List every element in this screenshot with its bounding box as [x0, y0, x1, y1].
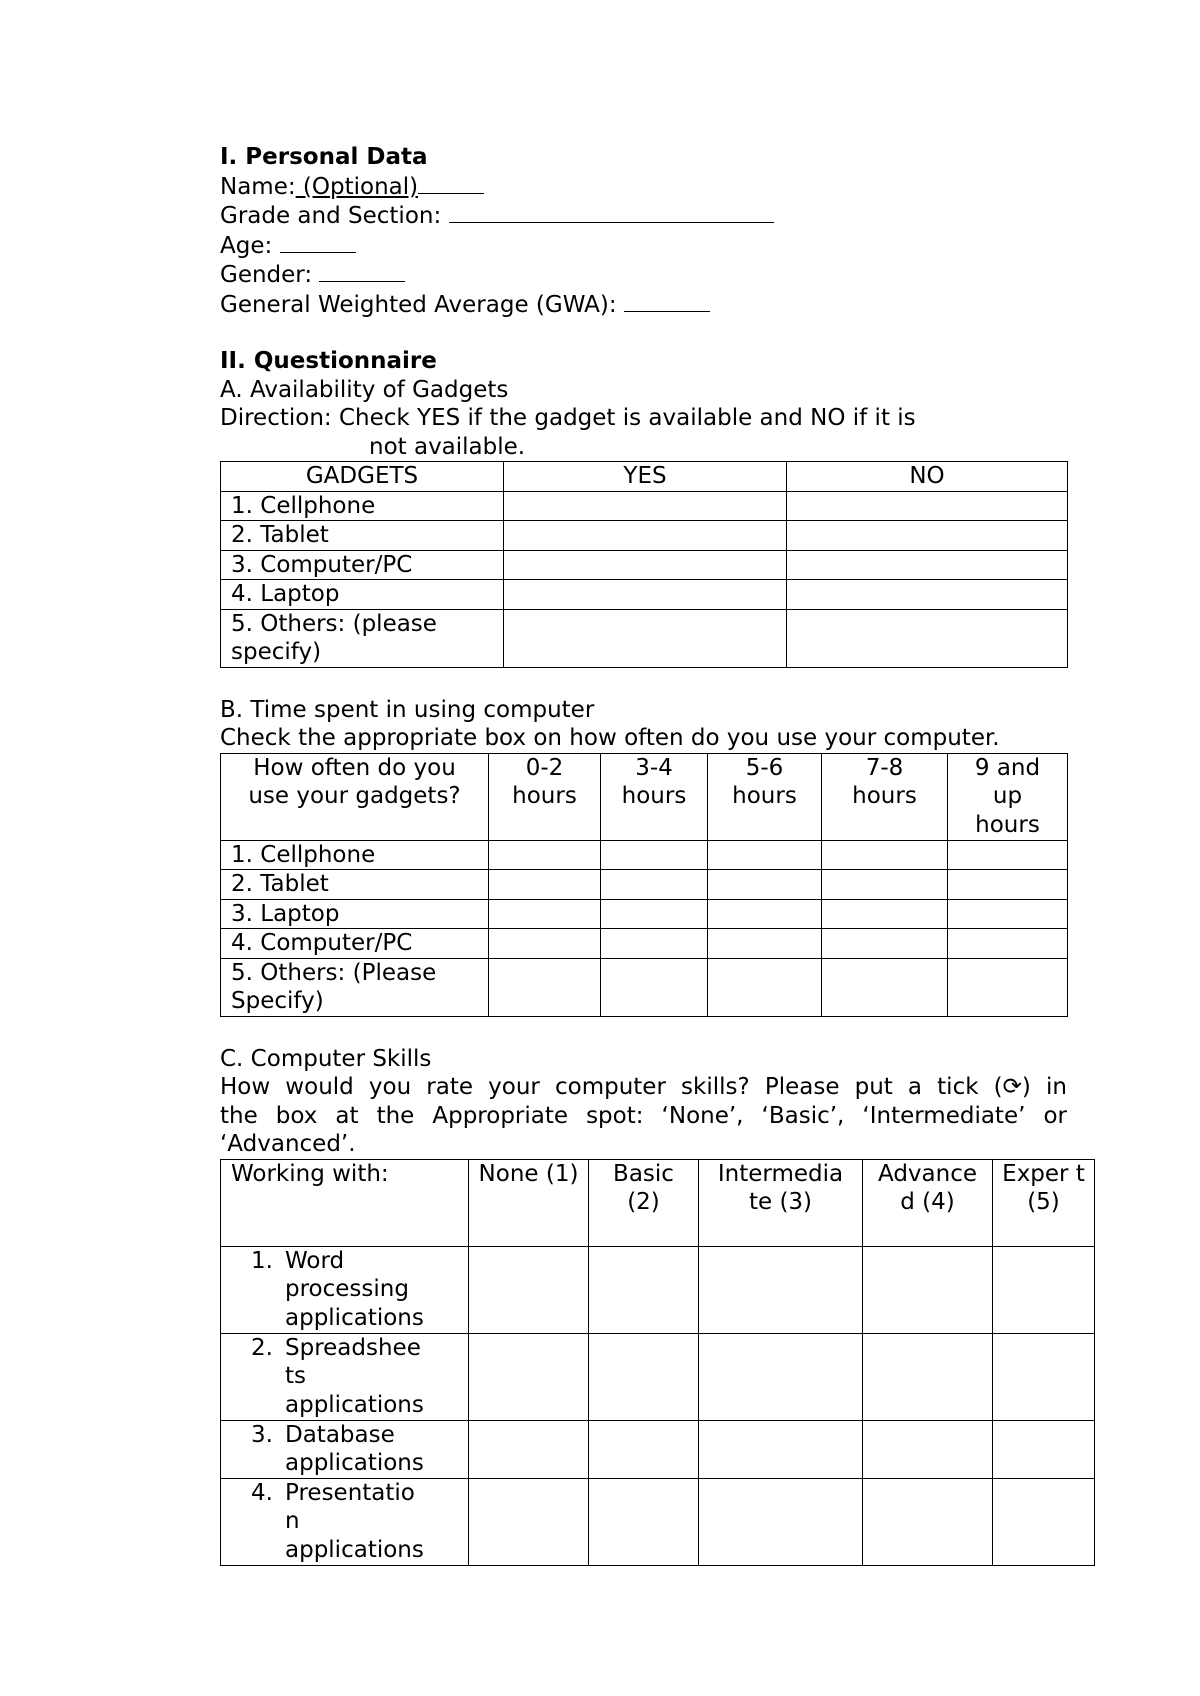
skill-number: 3. — [251, 1421, 273, 1448]
table-row — [221, 840, 1068, 870]
rating-cell[interactable] — [863, 1246, 993, 1333]
rating-cell[interactable] — [589, 1246, 699, 1333]
row-label: 5. Others: (please specify) — [221, 609, 504, 667]
header-expert: Exper t (5) — [993, 1159, 1095, 1246]
header-7-8-hours: 7-8 hours — [822, 753, 948, 840]
check-cell[interactable] — [708, 899, 822, 929]
section-a-direction-2: not available. — [369, 433, 526, 460]
table-header-row — [221, 462, 1068, 492]
header-9-up-hours: 9 and up hours — [948, 753, 1068, 840]
check-cell[interactable] — [708, 958, 822, 1016]
table-row — [221, 870, 1068, 900]
yes-cell[interactable] — [504, 550, 787, 580]
section-b-title: B. Time spent in using computer — [220, 696, 595, 723]
row-label: 2. Tablet — [221, 521, 504, 551]
rating-cell[interactable] — [469, 1333, 589, 1420]
check-cell[interactable] — [601, 870, 708, 900]
table-row — [221, 1246, 1095, 1333]
no-cell[interactable] — [787, 491, 1068, 521]
check-cell[interactable] — [489, 899, 601, 929]
row-label: 3. Computer/PC — [221, 550, 504, 580]
table-row — [221, 521, 1068, 551]
spacer — [220, 1017, 1100, 1045]
skill-number: 1. — [251, 1247, 273, 1274]
skill-number: 4. — [251, 1479, 273, 1506]
gender-line — [220, 260, 1100, 290]
questionnaire-page — [220, 143, 1100, 1566]
skill-number: 2. — [251, 1334, 273, 1361]
row-label: 4. Laptop — [221, 580, 504, 610]
check-cell[interactable] — [708, 929, 822, 959]
gadget-availability-table — [220, 461, 1068, 668]
table-row — [221, 1478, 1095, 1565]
rating-cell[interactable] — [699, 1478, 863, 1565]
table-row — [221, 580, 1068, 610]
row-label: 3. Laptop — [221, 899, 489, 929]
table-row — [221, 929, 1068, 959]
check-cell[interactable] — [489, 870, 601, 900]
check-cell[interactable] — [489, 929, 601, 959]
grade-line — [220, 201, 1100, 231]
section-b-direction: Check the appropriate box on how often do you use your computer. — [220, 725, 1000, 751]
name-label: Name: — [220, 173, 296, 200]
header-basic: Basic (2) — [589, 1159, 699, 1246]
name-line — [220, 172, 1100, 202]
table-header-row — [221, 1159, 1095, 1246]
check-cell[interactable] — [489, 958, 601, 1016]
rating-cell[interactable] — [469, 1420, 589, 1478]
table-row — [221, 491, 1068, 521]
gender-blank[interactable] — [319, 260, 405, 282]
grade-blank[interactable] — [449, 201, 774, 223]
row-label: 5. Others: (Please Specify) — [221, 958, 489, 1016]
gwa-line — [220, 290, 1100, 320]
check-cell[interactable] — [948, 840, 1068, 870]
rating-cell[interactable] — [993, 1478, 1095, 1565]
check-cell[interactable] — [948, 958, 1068, 1016]
rating-cell[interactable] — [993, 1420, 1095, 1478]
table-row — [221, 1333, 1095, 1420]
check-cell[interactable] — [948, 899, 1068, 929]
section-a-direction-1: Direction: Check YES if the gadget is available and NO if it is — [220, 405, 916, 431]
gender-label: Gender: — [220, 262, 320, 288]
yes-cell[interactable] — [504, 580, 787, 610]
check-cell[interactable] — [822, 929, 948, 959]
gwa-blank[interactable] — [624, 290, 710, 312]
header-working-with: Working with: — [221, 1159, 469, 1246]
rating-cell[interactable] — [589, 1333, 699, 1420]
yes-cell[interactable] — [504, 521, 787, 551]
check-cell[interactable] — [601, 929, 708, 959]
check-cell[interactable] — [489, 840, 601, 870]
age-blank[interactable] — [280, 231, 356, 253]
check-cell[interactable] — [822, 899, 948, 929]
skill-label: Word processing applications — [285, 1247, 424, 1331]
no-cell[interactable] — [787, 550, 1068, 580]
skill-cell — [221, 1478, 469, 1565]
header-yes: YES — [504, 462, 787, 492]
time-spent-table — [220, 753, 1068, 1017]
table-row — [221, 1420, 1095, 1478]
section-a-title: A. Availability of Gadgets — [220, 376, 509, 403]
header-advanced: Advance d (4) — [863, 1159, 993, 1246]
skill-label: Database applications — [285, 1421, 424, 1476]
rating-cell[interactable] — [469, 1246, 589, 1333]
no-cell[interactable] — [787, 609, 1068, 667]
skill-cell — [221, 1333, 469, 1420]
rating-cell[interactable] — [699, 1333, 863, 1420]
row-label: 1. Cellphone — [221, 840, 489, 870]
check-cell[interactable] — [708, 870, 822, 900]
table-row — [221, 958, 1068, 1016]
check-cell[interactable] — [708, 840, 822, 870]
rating-cell[interactable] — [863, 1420, 993, 1478]
grade-label: Grade and Section: — [220, 203, 449, 229]
skill-label: Presentatio n applications — [285, 1479, 424, 1563]
skill-label: Spreadshee ts applications — [285, 1334, 424, 1418]
row-label: 2. Tablet — [221, 870, 489, 900]
table-header-row — [221, 753, 1068, 840]
check-cell[interactable] — [601, 899, 708, 929]
header-3-4-hours: 3-4 hours — [601, 753, 708, 840]
check-cell[interactable] — [822, 870, 948, 900]
questionnaire-heading: II. Questionnaire — [220, 348, 437, 374]
rating-cell[interactable] — [699, 1246, 863, 1333]
row-label: 4. Computer/PC — [221, 929, 489, 959]
skill-cell — [221, 1246, 469, 1333]
name-blank[interactable] — [418, 172, 484, 194]
yes-cell[interactable] — [504, 491, 787, 521]
no-cell[interactable] — [787, 580, 1068, 610]
spacer — [220, 319, 1100, 347]
header-how-often: How often do you use your gadgets? — [221, 753, 489, 840]
section-c-title: C. Computer Skills — [220, 1045, 432, 1072]
header-gadgets: GADGETS — [221, 462, 504, 492]
yes-cell[interactable] — [504, 609, 787, 667]
section-c-direction: How would you rate your computer skills? Please put a tick (⟳) in the box at the Appropriate spot: ‘None’, ‘Basic’, ‘Intermediate’ or ‘Advanced’. — [220, 1074, 1067, 1157]
rating-cell[interactable] — [469, 1478, 589, 1565]
header-5-6-hours: 5-6 hours — [708, 753, 822, 840]
header-none: None (1) — [469, 1159, 589, 1246]
personal-data-heading: I. Personal Data — [220, 144, 428, 170]
check-cell[interactable] — [948, 870, 1068, 900]
check-cell[interactable] — [948, 929, 1068, 959]
table-row — [221, 899, 1068, 929]
age-label: Age: — [220, 232, 280, 259]
age-line — [220, 231, 1100, 261]
rating-cell[interactable] — [699, 1420, 863, 1478]
check-cell[interactable] — [822, 840, 948, 870]
computer-skills-table — [220, 1159, 1095, 1566]
rating-cell[interactable] — [863, 1333, 993, 1420]
header-no: NO — [787, 462, 1068, 492]
rating-cell[interactable] — [589, 1478, 699, 1565]
header-0-2-hours: 0-2 hours — [489, 753, 601, 840]
check-cell[interactable] — [822, 958, 948, 1016]
skill-cell — [221, 1420, 469, 1478]
spacer — [220, 668, 1100, 696]
rating-cell[interactable] — [589, 1420, 699, 1478]
header-intermediate: Intermedia te (3) — [699, 1159, 863, 1246]
name-value[interactable]: (Optional) — [295, 173, 419, 200]
table-row — [221, 609, 1068, 667]
check-cell[interactable] — [601, 958, 708, 1016]
rating-cell[interactable] — [993, 1333, 1095, 1420]
gwa-label: General Weighted Average (GWA): — [220, 291, 624, 318]
rating-cell[interactable] — [993, 1246, 1095, 1333]
rating-cell[interactable] — [863, 1478, 993, 1565]
check-cell[interactable] — [601, 840, 708, 870]
row-label: 1. Cellphone — [221, 491, 504, 521]
no-cell[interactable] — [787, 521, 1068, 551]
table-row — [221, 550, 1068, 580]
